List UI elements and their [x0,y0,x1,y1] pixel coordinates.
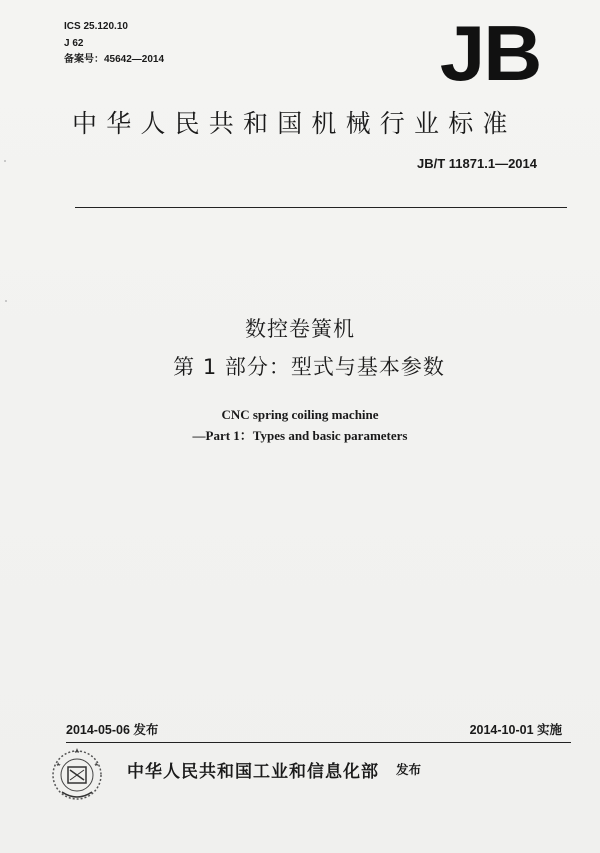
issue-date: 2014-05-06 发布 [66,723,159,737]
standard-org-title: 中华人民共和国机械行业标准 [72,109,517,138]
scan-speck [4,160,6,162]
title-en-main: CNC spring coiling machine [221,407,379,422]
ics-code: ICS 25.120.10 [64,21,128,32]
title-cn-main: 数控卷簧机 [245,317,355,341]
filing-number: 备案号：45642—2014 [64,54,165,65]
ministry-emblem-icon [44,742,110,808]
title-en-part: —Part 1：Types and basic parameters [192,428,408,443]
ccs-code: J 62 [64,38,84,49]
top-divider [75,207,567,208]
implementation-date: 2014-10-01 实施 [469,723,562,737]
scan-speck [5,300,7,302]
issuing-authority: 中华人民共和国工业和信息化部 [127,762,379,782]
jb-logo: JB [439,9,541,97]
title-cn-part: 第 1 部分：型式与基本参数 [173,355,445,379]
issuer-suffix: 发布 [396,762,422,777]
bottom-divider [66,742,571,743]
standard-number: JB/T 11871.1—2014 [417,156,537,171]
